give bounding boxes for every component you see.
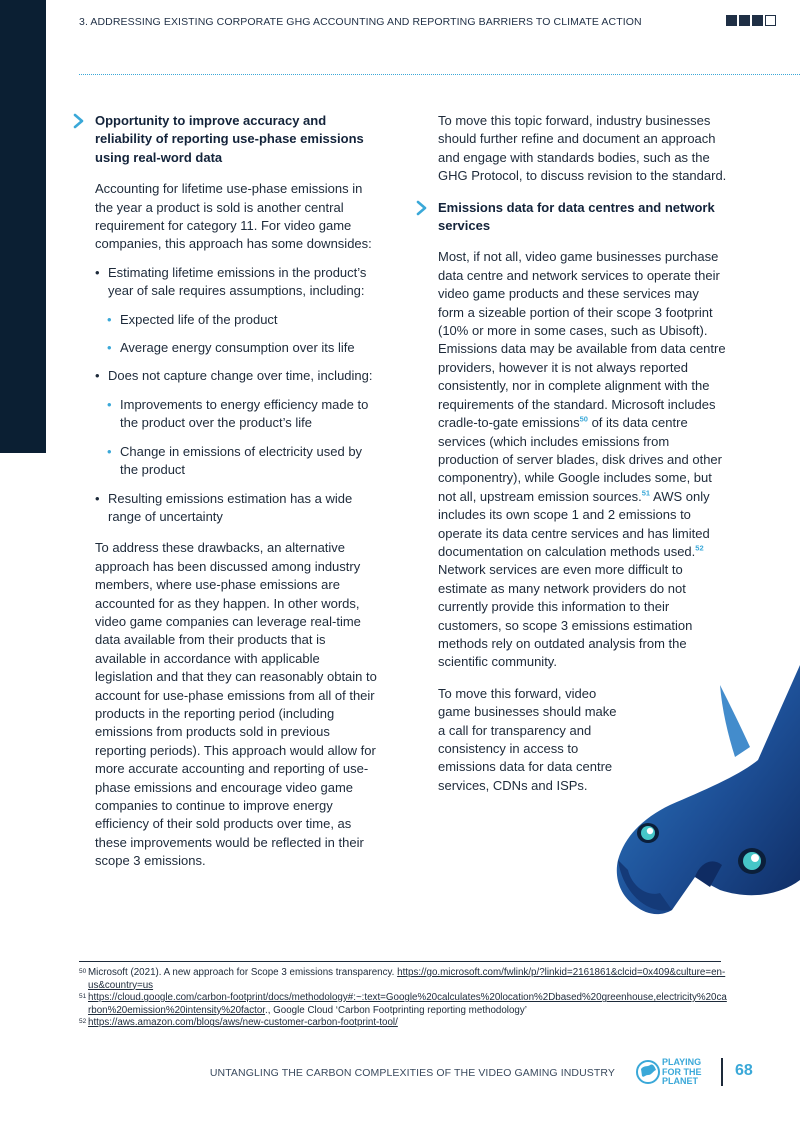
section-header-title: 3. ADDRESSING EXISTING CORPORATE GHG ACCOUNTING AND REPORTING BARRIERS TO CLIMATE ACTION — [79, 16, 642, 28]
progress-square-filled — [752, 15, 763, 26]
right-heading-row — [438, 199, 728, 236]
chevron-right-icon — [415, 200, 429, 216]
right-intro-paragraph: To move this topic forward, industry businesses should further refine and document an approach and engage with standards bodies, such as the GHG Protocol, to discuss revision to the standard. — [438, 113, 727, 184]
section-progress-indicator — [726, 15, 776, 26]
progress-square-filled — [739, 15, 750, 26]
sub-list-item: • Expected life of the product — [95, 311, 380, 329]
footer-separator — [721, 1058, 723, 1086]
list-item: • Estimating lifetime emissions in the product’s year of sale requires assumptions, including: — [95, 264, 380, 301]
mascot-creature-illustration — [600, 665, 800, 930]
chevron-right-icon — [72, 113, 86, 129]
footnotes — [79, 967, 729, 1030]
footnote-divider — [79, 961, 721, 962]
left-closing-paragraph: To address these drawbacks, an alternative approach has been discussed among industry members, where use-phase emissions are accounted for as they happen. In other words, video game companies can leverage real-time data available from their products that is available in accordance with applicable legislation and that they can reasonably obtain to account for use-phase emissions from all of their products in the reporting period (including emissions from products sold in previous reporting periods). This approach would allow for more accurate accounting and reporting of use-phase emissions and encourage video game companies to continue to improve energy efficiency of their sold products over time, as these improvements would be reflected in their scope 3 emissions. — [95, 540, 377, 869]
footnote-ref[interactable]: 50 — [579, 414, 588, 424]
logo-wordmark: PLAYING FOR THE PLANET — [662, 1057, 702, 1087]
left-section-heading: Opportunity to improve accuracy and reliability of reporting use-phase emissions using real-word data — [95, 113, 364, 165]
footnote-ref[interactable]: 52 — [695, 543, 704, 553]
sub-list-item: • Average energy consumption over its life — [95, 339, 380, 357]
footnote-item: 51 https://cloud.google.com/carbon-footprint/docs/methodology#:~:text=Google%20calculates%20location%2Dbased%20greenhouse,electricity%20carbon%20emission%20intensity%20factor., Google Cloud ‘Carbon Footprinting reporting methodology’ — [79, 992, 727, 1016]
left-column — [95, 112, 380, 871]
sidebar-color-band — [0, 0, 46, 453]
page-number: 68 — [735, 1062, 753, 1079]
footnote-link[interactable]: https://aws.amazon.com/blogs/aws/new-customer-carbon-footprint-tool/ — [88, 1017, 398, 1029]
downsides-list — [95, 264, 380, 526]
left-heading-row — [95, 112, 380, 167]
progress-square-filled — [726, 15, 737, 26]
header-divider — [79, 74, 800, 75]
footnote-link[interactable]: https://cloud.google.com/carbon-footprint/docs/methodology#:~:text=Google%20calculates%20location%2Dbased%20greenhouse,electricity%20carbon%20emission%20intensity%20factor — [88, 992, 727, 1016]
right-section-heading: Emissions data for data centres and network services — [438, 199, 715, 234]
footnote-ref[interactable]: 51 — [641, 488, 651, 498]
footnote-item: 52 https://aws.amazon.com/blogs/aws/new-customer-carbon-footprint-tool/ — [79, 1017, 398, 1029]
footer-report-title: UNTANGLING THE CARBON COMPLEXITIES OF THE VIDEO GAMING INDUSTRY — [209, 1067, 615, 1079]
sub-list-item: • Improvements to energy efficiency made to the product over the product’s life — [95, 396, 380, 433]
list-item: • Does not capture change over time, including: — [95, 367, 380, 385]
footnote-item: 50 Microsoft (2021). A new approach for Scope 3 emissions transparency. https://go.microsoft.com/fwlink/p/?linkid=2161861&clcid=0x409&culture=en-us&country=us — [79, 967, 726, 991]
sub-list-item: • Change in emissions of electricity used by the product — [95, 443, 380, 480]
right-closing-paragraph: To move this forward, video game businesses should make a call for transparency and consistency in access to emissions data for data centre services, CDNs and ISPs. — [438, 685, 617, 793]
progress-square-empty — [765, 15, 776, 26]
right-body-paragraph: Most, if not all, video game businesses purchase data centre and network services to operate their video game products and these services may form a sizeable portion of their scope 3 footprint (10% or more in some cases, such as Ubisoft). Emissions data may be available from data centre providers, however it is not always reported consistently, nor in complete alignment with the requirements of the standard. Microsoft includes cradle-to-gate emissions$^{50}$ of its data centre services (which includes emissions from production of server blades, disk drives and other componentry), while Google includes some, but not all, upstream emission sources.$^{51}$ AWS only includes its own scope 1 and 2 emissions to operate its data centre services and has limited documentation on calculation methods used.$^{52}$ Network services are even more difficult to estimate as many network providers do not currently provide this information to their customers, so scope 3 emissions estimation methods rely on outdated analysis from the scientific community. — [438, 249, 726, 670]
footnote-link[interactable]: https://go.microsoft.com/fwlink/p/?linkid=2161861&clcid=0x409&culture=en-us&country=us — [88, 967, 726, 991]
list-item: • Resulting emissions estimation has a wide range of uncertainty — [95, 490, 380, 527]
left-intro-paragraph: Accounting for lifetime use-phase emissions in the year a product is sold is another central requirement for category 11. For video game companies, this approach has some downsides: — [95, 181, 372, 252]
